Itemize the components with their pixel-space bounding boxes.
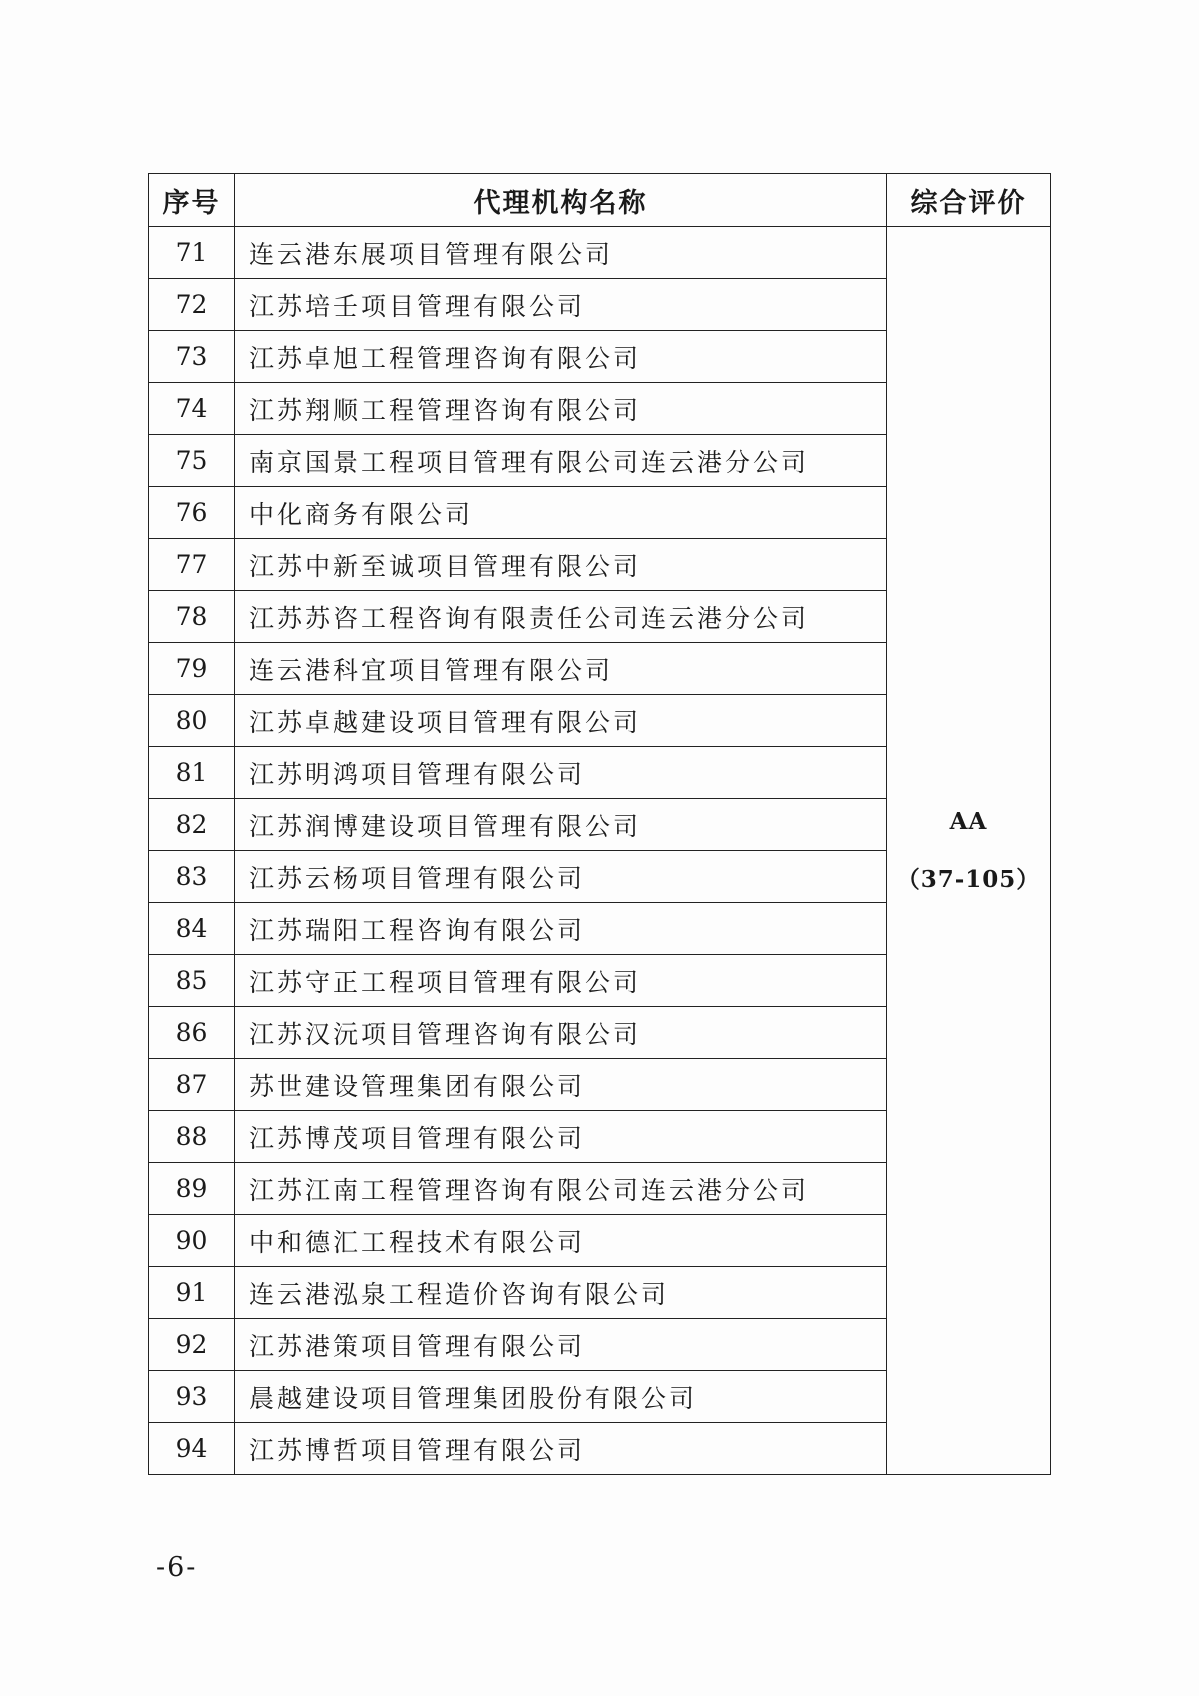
agency-name: 江苏润博建设项目管理有限公司 [235, 799, 887, 851]
header-agency-name: 代理机构名称 [235, 174, 887, 227]
page-number: -6- [156, 1552, 198, 1583]
row-number: 80 [149, 695, 235, 747]
table-header-row [149, 174, 1051, 227]
agency-name: 江苏博哲项目管理有限公司 [235, 1423, 887, 1475]
agency-name: 江苏瑞阳工程咨询有限公司 [235, 903, 887, 955]
row-number: 94 [149, 1423, 235, 1475]
row-number: 85 [149, 955, 235, 1007]
row-number: 82 [149, 799, 235, 851]
header-serial-number: 序号 [149, 174, 235, 227]
row-number: 91 [149, 1267, 235, 1319]
row-number: 86 [149, 1007, 235, 1059]
row-number: 87 [149, 1059, 235, 1111]
row-number: 84 [149, 903, 235, 955]
table-row [149, 227, 1051, 279]
agency-name: 江苏博茂项目管理有限公司 [235, 1111, 887, 1163]
agency-name: 连云港东展项目管理有限公司 [235, 227, 887, 279]
evaluation-grade: AA [949, 807, 988, 835]
row-number: 93 [149, 1371, 235, 1423]
agency-name: 江苏苏咨工程咨询有限责任公司连云港分公司 [235, 591, 887, 643]
agency-name: 中化商务有限公司 [235, 487, 887, 539]
row-number: 78 [149, 591, 235, 643]
agency-name: 江苏培壬项目管理有限公司 [235, 279, 887, 331]
agency-evaluation-table [148, 173, 1051, 1475]
row-number: 74 [149, 383, 235, 435]
row-number: 76 [149, 487, 235, 539]
agency-name: 南京国景工程项目管理有限公司连云港分公司 [235, 435, 887, 487]
agency-name: 中和德汇工程技术有限公司 [235, 1215, 887, 1267]
row-number: 75 [149, 435, 235, 487]
agency-name: 江苏卓越建设项目管理有限公司 [235, 695, 887, 747]
agency-name: 江苏云杨项目管理有限公司 [235, 851, 887, 903]
header-evaluation: 综合评价 [887, 174, 1051, 227]
row-number: 73 [149, 331, 235, 383]
row-number: 89 [149, 1163, 235, 1215]
agency-name: 江苏中新至诚项目管理有限公司 [235, 539, 887, 591]
agency-name: 江苏港策项目管理有限公司 [235, 1319, 887, 1371]
agency-name: 晨越建设项目管理集团股份有限公司 [235, 1371, 887, 1423]
agency-name: 江苏守正工程项目管理有限公司 [235, 955, 887, 1007]
agency-name: 连云港科宜项目管理有限公司 [235, 643, 887, 695]
agency-name: 江苏江南工程管理咨询有限公司连云港分公司 [235, 1163, 887, 1215]
row-number: 72 [149, 279, 235, 331]
agency-name: 江苏翔顺工程管理咨询有限公司 [235, 383, 887, 435]
row-number: 92 [149, 1319, 235, 1371]
row-number: 71 [149, 227, 235, 279]
row-number: 81 [149, 747, 235, 799]
agency-name: 江苏卓旭工程管理咨询有限公司 [235, 331, 887, 383]
row-number: 83 [149, 851, 235, 903]
row-number: 90 [149, 1215, 235, 1267]
row-number: 77 [149, 539, 235, 591]
agency-name: 江苏汉沅项目管理咨询有限公司 [235, 1007, 887, 1059]
agency-name: 江苏明鸿项目管理有限公司 [235, 747, 887, 799]
agency-name: 苏世建设管理集团有限公司 [235, 1059, 887, 1111]
evaluation-cell [887, 227, 1051, 1475]
row-number: 79 [149, 643, 235, 695]
evaluation-range: （37-105） [896, 865, 1041, 893]
agency-name: 连云港泓泉工程造价咨询有限公司 [235, 1267, 887, 1319]
row-number: 88 [149, 1111, 235, 1163]
